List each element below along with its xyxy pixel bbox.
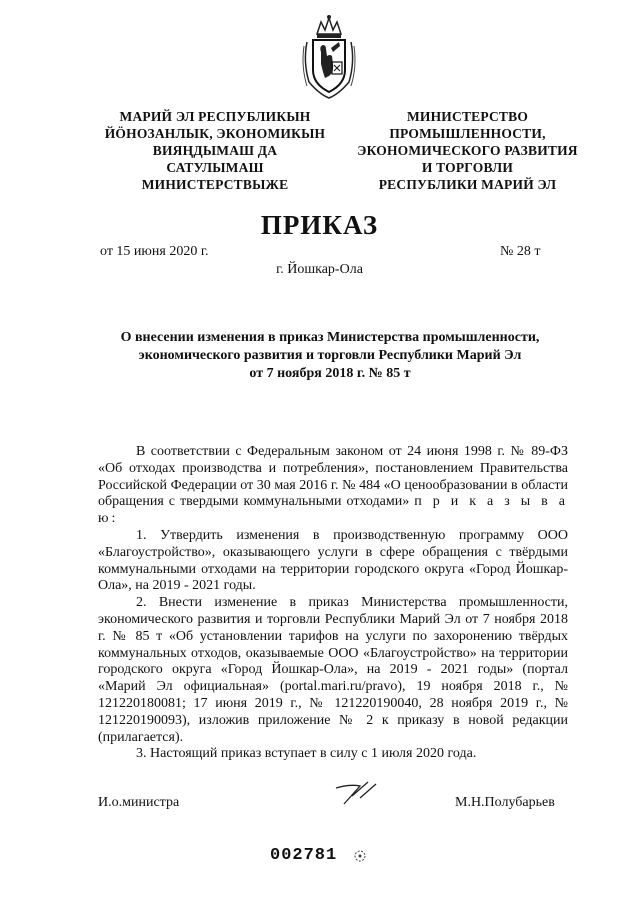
ministry-name-russian: [345, 108, 590, 193]
ministry-name-mari: [95, 108, 335, 193]
document-serial-number: 002781: [270, 846, 338, 865]
header-left-line: ВИЯҢДЫМАШ ДА: [152, 143, 278, 158]
preamble-paragraph: [98, 444, 568, 528]
subject-line: от 7 ноября 2018 г. № 85 т: [249, 366, 411, 381]
coat-of-arms-emblem: [299, 12, 359, 102]
mark-icon: [352, 848, 368, 864]
order-city: г. Йошкар-Ола: [276, 262, 363, 277]
order-verb: п р и к а з ы в а ю:: [98, 494, 569, 527]
document-type-title: ПРИКАЗ: [260, 210, 379, 240]
header-right-line: ЭКОНОМИЧЕСКОГО РАЗВИТИЯ: [357, 143, 578, 158]
header-left-line: МИНИСТЕРСТВЫЖЕ: [141, 177, 289, 192]
order-number: № 28 т: [500, 244, 541, 259]
header-right-line: РЕСПУБЛИКИ МАРИЙ ЭЛ: [378, 177, 557, 192]
subject-line: экономического развития и торговли Республики Марий Эл: [138, 348, 522, 363]
header-left-line: САТУЛЫМАШ: [166, 160, 264, 175]
order-item-1: 1. Утвердить изменения в производственную программу ООО «Благоустройство», оказывающего услуги в сфере обращения с твёрдыми коммунальными отходами на территории городского округа «Город Йошкар-Ола», на 2019 - 2021 годы.: [98, 527, 568, 594]
order-date: от 15 июня 2020 г.: [100, 244, 209, 259]
header-right-line: И ТОРГОВЛИ: [421, 160, 514, 175]
header-right-line: МИНИСТЕРСТВО: [406, 109, 529, 124]
order-item-2: 2. Внести изменение в приказ Министерства промышленности, экономического развития и торговли Республики Марий Эл от 7 ноября 2018 г. № 85 т «Об установлении тарифов на услуги по захоронению твёрдых коммунальных отходов, оказываемые ООО «Благоустройство» на территории городского округа «Город Йошкар-Ола», на 2019 - 2021 годы» (портал «Марий Эл официальная» (portal.mari.ru/pravo), 19 ноября 2018 г., № 121220180081; 17 июня 2019 г., № 121220190040, 28 ноября 2019 г., № 121220190093), изложив приложение № 2 к приказу в новой редакции (прилагается).: [98, 595, 568, 745]
order-subject: [95, 329, 565, 383]
preamble-text: В соответствии с Федеральным законом от 24 июня 1998 г. № 89-ФЗ «Об отходах производства и потребления», постановлением Правительства Российской Федерации от 30 мая 2016 г. № 484 «О ценообразовании в области обращения с твердыми коммунальными отходами»: [98, 444, 568, 510]
signatory-name: М.Н.Полубарьев: [455, 795, 555, 810]
order-body: [98, 444, 568, 763]
handwritten-signature: [330, 778, 380, 808]
subject-line: О внесении изменения в приказ Министерства промышленности,: [120, 330, 540, 345]
order-item-3: 3. Настоящий приказ вступает в силу с 1 июля 2020 года.: [136, 746, 477, 762]
header-right-line: ПРОМЫШЛЕННОСТИ,: [389, 126, 546, 141]
signatory-position: И.о.министра: [98, 795, 180, 810]
header-left-line: МАРИЙ ЭЛ РЕСПУБЛИКЫН: [119, 109, 311, 124]
header-left-line: ЙӦНОЗАНЛЫК, ЭКОНОМИКЫН: [104, 126, 326, 141]
